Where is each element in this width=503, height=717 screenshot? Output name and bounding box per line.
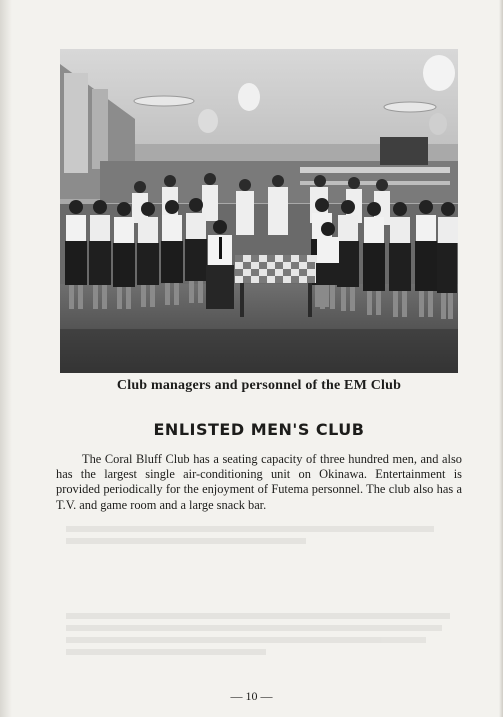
- page-edge: [499, 0, 503, 717]
- photo-caption: Club managers and personnel of the EM Club: [116, 378, 402, 393]
- section-heading: ENLISTED MEN'S CLUB: [153, 420, 365, 439]
- club-staff-photo: [60, 49, 458, 373]
- binding-shadow: [0, 0, 12, 717]
- show-through-text: [60, 520, 460, 630]
- body-paragraph: The Coral Bluff Club has a seating capacity of three hundred men, and also has the largest single air-conditioning unit on Okinawa. Entertainment is provided periodically for the enjoyment of Futema personnel. The club also has a T.V. and game room and a large snack bar.: [56, 452, 462, 512]
- page-number: — 10 —: [230, 689, 273, 703]
